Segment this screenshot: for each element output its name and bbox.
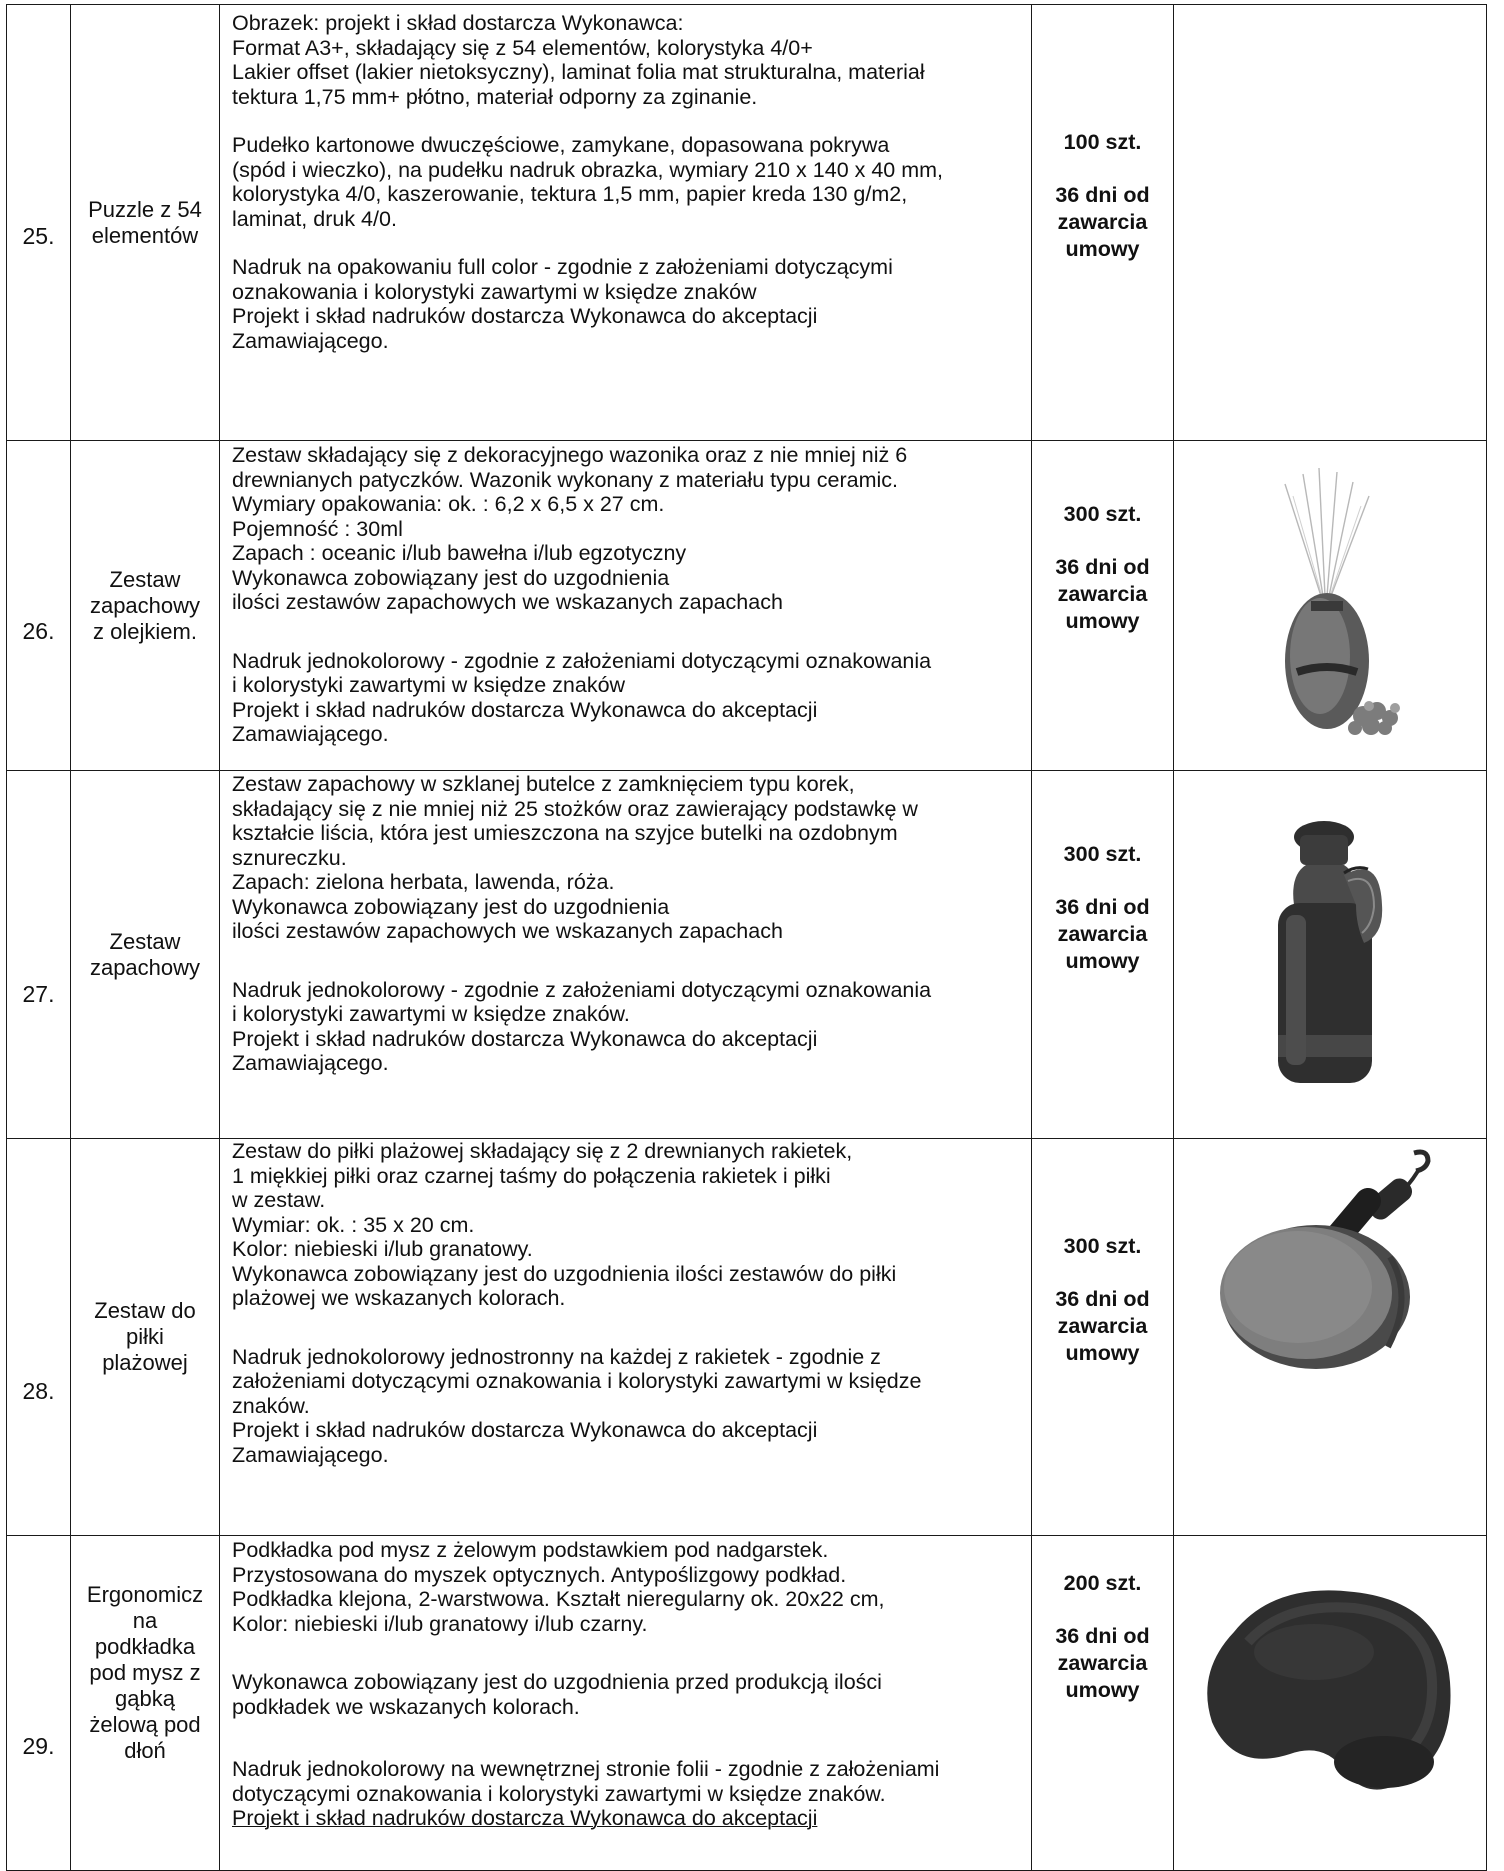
beach-paddle-photo bbox=[1218, 1147, 1458, 1387]
description-line: Kolor: niebieski i/lub granatowy i/lub czarny. bbox=[232, 1611, 648, 1636]
product-name-line: z olejkiem. bbox=[93, 618, 197, 644]
description-line: Nadruk jednokolorowy na wewnętrznej stronie folii - zgodnie z założeniami bbox=[232, 1757, 940, 1781]
quantity: 300 szt. bbox=[1063, 1234, 1142, 1258]
quantity: 100 szt. bbox=[1063, 130, 1142, 154]
quantity-and-term bbox=[1032, 441, 1174, 771]
description-line: Wymiar: ok. : 35 x 20 cm. bbox=[232, 1212, 475, 1237]
description-line: Zestaw do piłki plażowej składający się z 2 drewnianych rakietek, bbox=[232, 1139, 853, 1163]
table-row bbox=[7, 1536, 1487, 1871]
description-line: Zamawiającego. bbox=[232, 722, 389, 746]
description-line: Wymiary opakowania: ok. : 6,2 x 6,5 x 27 cm. bbox=[232, 492, 665, 516]
product-name bbox=[71, 771, 220, 1139]
table-row bbox=[7, 771, 1487, 1139]
description-line: Podkładka klejona, 2-warstwowa. Kształt nieregularny ok. 20x22 cm, bbox=[232, 1587, 885, 1611]
product-name bbox=[71, 5, 220, 441]
product-name-line: gąbką bbox=[115, 1686, 175, 1711]
description-line: 1 miękkiej piłki oraz czarnej taśmy do połączenia rakietek i piłki bbox=[232, 1163, 831, 1188]
description-line: Zamawiającego. bbox=[232, 1442, 389, 1467]
description-line: Projekt i skład nadruków dostarcza Wykonawca do akceptacji bbox=[232, 1026, 818, 1051]
product-name-line: piłki bbox=[126, 1324, 164, 1349]
delivery-term-line: zawarcia bbox=[1057, 1651, 1148, 1675]
product-description bbox=[220, 441, 1032, 771]
product-name-line: dłoń bbox=[124, 1738, 166, 1763]
description-line: Zestaw zapachowy w szklanej butelce z zamknięciem typu korek, bbox=[232, 772, 855, 796]
description-line: Nadruk jednokolorowy - zgodnie z założeniami dotyczącymi oznakowania bbox=[232, 977, 932, 1002]
description-line: Nadruk na opakowaniu full color - zgodnie z założeniami dotyczącymi bbox=[232, 255, 893, 279]
description-line: Wykonawca zobowiązany jest do uzgodnienia bbox=[232, 565, 670, 590]
table-row bbox=[7, 5, 1487, 441]
product-description bbox=[220, 1536, 1032, 1871]
product-description bbox=[220, 771, 1032, 1139]
quantity-and-term bbox=[1032, 771, 1174, 1139]
description-line: podkładek we wskazanych kolorach. bbox=[232, 1694, 580, 1719]
description-line: Zamawiającego. bbox=[232, 328, 389, 353]
description-line: Projekt i skład nadruków dostarcza Wykonawca do akceptacji bbox=[232, 304, 818, 328]
description-line: Projekt i skład nadruków dostarcza Wykonawca do akceptacji bbox=[232, 697, 818, 722]
description-line: Zamawiającego. bbox=[232, 1051, 389, 1075]
product-name-line: Ergonomicz bbox=[86, 1582, 204, 1607]
delivery-term-line: zawarcia bbox=[1057, 922, 1148, 946]
description-line: tektura 1,75 mm+ płótno, materiał odporny za zginanie. bbox=[232, 84, 758, 109]
quantity: 300 szt. bbox=[1063, 502, 1142, 526]
product-image-cell bbox=[1174, 1536, 1487, 1871]
description-line: Nadruk jednokolorowy - zgodnie z założeniami dotyczącymi oznakowania bbox=[232, 648, 932, 673]
delivery-term-line: 36 dni od bbox=[1055, 1287, 1150, 1311]
description-line: Projekt i skład nadruków dostarcza Wykonawca do akceptacji bbox=[232, 1418, 818, 1442]
reed-diffuser-photo bbox=[1245, 466, 1415, 746]
description-line: Projekt i skład nadruków dostarcza Wykonawca do akceptacji bbox=[232, 1806, 818, 1830]
quantity: 200 szt. bbox=[1063, 1571, 1142, 1595]
delivery-term-line: umowy bbox=[1065, 949, 1140, 973]
table-row bbox=[7, 1139, 1487, 1536]
row-number bbox=[7, 5, 71, 441]
description-line: Pudełko kartonowe dwuczęściowe, zamykane, dopasowana pokrywa bbox=[232, 133, 890, 157]
delivery-term-line: 36 dni od bbox=[1055, 895, 1150, 919]
delivery-term-line: 36 dni od bbox=[1055, 555, 1150, 579]
product-spec-table bbox=[6, 4, 1487, 1871]
row-number bbox=[7, 771, 71, 1139]
description-line: sznureczku. bbox=[232, 845, 347, 870]
description-line: Wykonawca zobowiązany jest do uzgodnienia przed produkcją ilości bbox=[232, 1670, 882, 1694]
description-line: Zapach : oceanic i/lub bawełna i/lub egzotyczny bbox=[232, 541, 687, 565]
product-name bbox=[71, 441, 220, 771]
product-name bbox=[71, 1139, 220, 1536]
delivery-term-line: zawarcia bbox=[1057, 210, 1148, 234]
description-line: drewnianych patyczków. Wazonik wykonany z materiału typu ceramic. bbox=[232, 467, 898, 492]
delivery-term-line: zawarcia bbox=[1057, 582, 1148, 606]
product-description bbox=[220, 5, 1032, 441]
product-image-cell bbox=[1174, 1139, 1487, 1536]
product-name-line: na bbox=[132, 1608, 158, 1633]
quantity-and-term bbox=[1032, 1536, 1174, 1871]
description-line: w zestaw. bbox=[232, 1188, 326, 1212]
row-number-text: 29. bbox=[22, 1733, 55, 1759]
product-image-cell bbox=[1174, 5, 1487, 441]
quantity-and-term bbox=[1032, 1139, 1174, 1536]
description-line: znaków. bbox=[232, 1393, 310, 1418]
delivery-term-line: umowy bbox=[1065, 237, 1140, 261]
description-line: Pojemność : 30ml bbox=[232, 516, 403, 541]
description-line: (spód i wieczko), na pudełku nadruk obrazka, wymiary 210 x 140 x 40 mm, bbox=[232, 157, 944, 182]
product-name-line: zapachowy bbox=[89, 954, 201, 980]
description-line: i kolorystyki zawartymi w księdze znaków. bbox=[232, 1002, 630, 1026]
description-line: Wykonawca zobowiązany jest do uzgodnienia bbox=[232, 894, 670, 919]
description-line: Obrazek: projekt i skład dostarcza Wykonawca: bbox=[232, 11, 684, 35]
row-number bbox=[7, 1139, 71, 1536]
description-line: ilości zestawów zapachowych we wskazanych zapachach bbox=[232, 590, 783, 614]
row-number-text: 28. bbox=[22, 1378, 55, 1404]
delivery-term-line: umowy bbox=[1065, 1341, 1140, 1365]
description-line: Lakier offset (lakier nietoksyczny), laminat folia mat strukturalna, materiał bbox=[232, 60, 925, 84]
gel-mouse-pad-photo bbox=[1194, 1572, 1464, 1802]
product-name-line: elementów bbox=[91, 222, 199, 248]
product-name-line: Zestaw bbox=[109, 566, 181, 592]
product-name-line: Puzzle z 54 bbox=[88, 196, 202, 222]
row-number-text: 26. bbox=[22, 618, 55, 644]
product-name-line: pod mysz z bbox=[89, 1660, 201, 1685]
row-number-text: 25. bbox=[22, 223, 55, 249]
product-name-line: Zestaw bbox=[109, 928, 181, 954]
product-name-line: plażowej bbox=[102, 1350, 188, 1375]
product-image-cell bbox=[1174, 441, 1487, 771]
delivery-term-line: umowy bbox=[1065, 609, 1140, 633]
description-line: ilości zestawów zapachowych we wskazanych zapachach bbox=[232, 919, 783, 943]
product-name bbox=[71, 1536, 220, 1871]
description-line: założeniami dotyczącymi oznakowania i kolorystyki zawartymi w księdze bbox=[232, 1369, 922, 1393]
description-line: laminat, druk 4/0. bbox=[232, 206, 397, 231]
product-name-line: podkładka bbox=[94, 1634, 196, 1659]
description-line: Zestaw składający się z dekoracyjnego wazonika oraz z nie mniej niż 6 bbox=[232, 443, 908, 467]
delivery-term-line: umowy bbox=[1065, 1678, 1140, 1702]
description-line: Kolor: niebieski i/lub granatowy. bbox=[232, 1237, 533, 1261]
product-image-cell bbox=[1174, 771, 1487, 1139]
product-name-line: zapachowy bbox=[89, 592, 201, 618]
description-line: Nadruk jednokolorowy jednostronny na każdej z rakietek - zgodnie z bbox=[232, 1344, 881, 1369]
description-line: kształcie liścia, która jest umieszczona na szyjce butelki na ozdobnym bbox=[232, 821, 898, 845]
product-name-line: żelową pod bbox=[89, 1712, 201, 1737]
description-line: kolorystyka 4/0, kaszerowanie, tektura 1,5 mm, papier kreda 130 g/m2, bbox=[232, 182, 908, 206]
description-line: Format A3+, składający się z 54 elementów, kolorystyka 4/0+ bbox=[232, 35, 813, 60]
description-line: Zapach: zielona herbata, lawenda, róża. bbox=[232, 870, 615, 894]
description-line: Podkładka pod mysz z żelowym podstawkiem pod nadgarstek. bbox=[232, 1538, 829, 1562]
quantity-and-term bbox=[1032, 5, 1174, 441]
delivery-term-line: 36 dni od bbox=[1055, 1624, 1150, 1648]
description-line: składający się z nie mniej niż 25 stożków oraz zawierający podstawkę w bbox=[232, 796, 918, 821]
table-row bbox=[7, 441, 1487, 771]
description-line: oznakowania i kolorystyki zawartymi w księdze znaków bbox=[232, 279, 757, 304]
description-line: Przystosowana do myszek optycznych. Antypoślizgowy podkład. bbox=[232, 1562, 847, 1587]
delivery-term-line: 36 dni od bbox=[1055, 183, 1150, 207]
product-name-line: Zestaw do bbox=[94, 1298, 196, 1323]
scent-bottle-photo bbox=[1260, 815, 1400, 1095]
description-line: i kolorystyki zawartymi w księdze znaków bbox=[232, 673, 626, 697]
row-number bbox=[7, 1536, 71, 1871]
row-number bbox=[7, 441, 71, 771]
product-description bbox=[220, 1139, 1032, 1536]
delivery-term-line: zawarcia bbox=[1057, 1314, 1148, 1338]
description-line: dotyczącymi oznakowania i kolorystyki zawartymi w księdze znaków. bbox=[232, 1781, 886, 1806]
row-number-text: 27. bbox=[22, 981, 55, 1007]
quantity: 300 szt. bbox=[1063, 842, 1142, 866]
description-line: Wykonawca zobowiązany jest do uzgodnienia ilości zestawów do piłki bbox=[232, 1261, 897, 1286]
description-line: plażowej we wskazanych kolorach. bbox=[232, 1286, 566, 1310]
